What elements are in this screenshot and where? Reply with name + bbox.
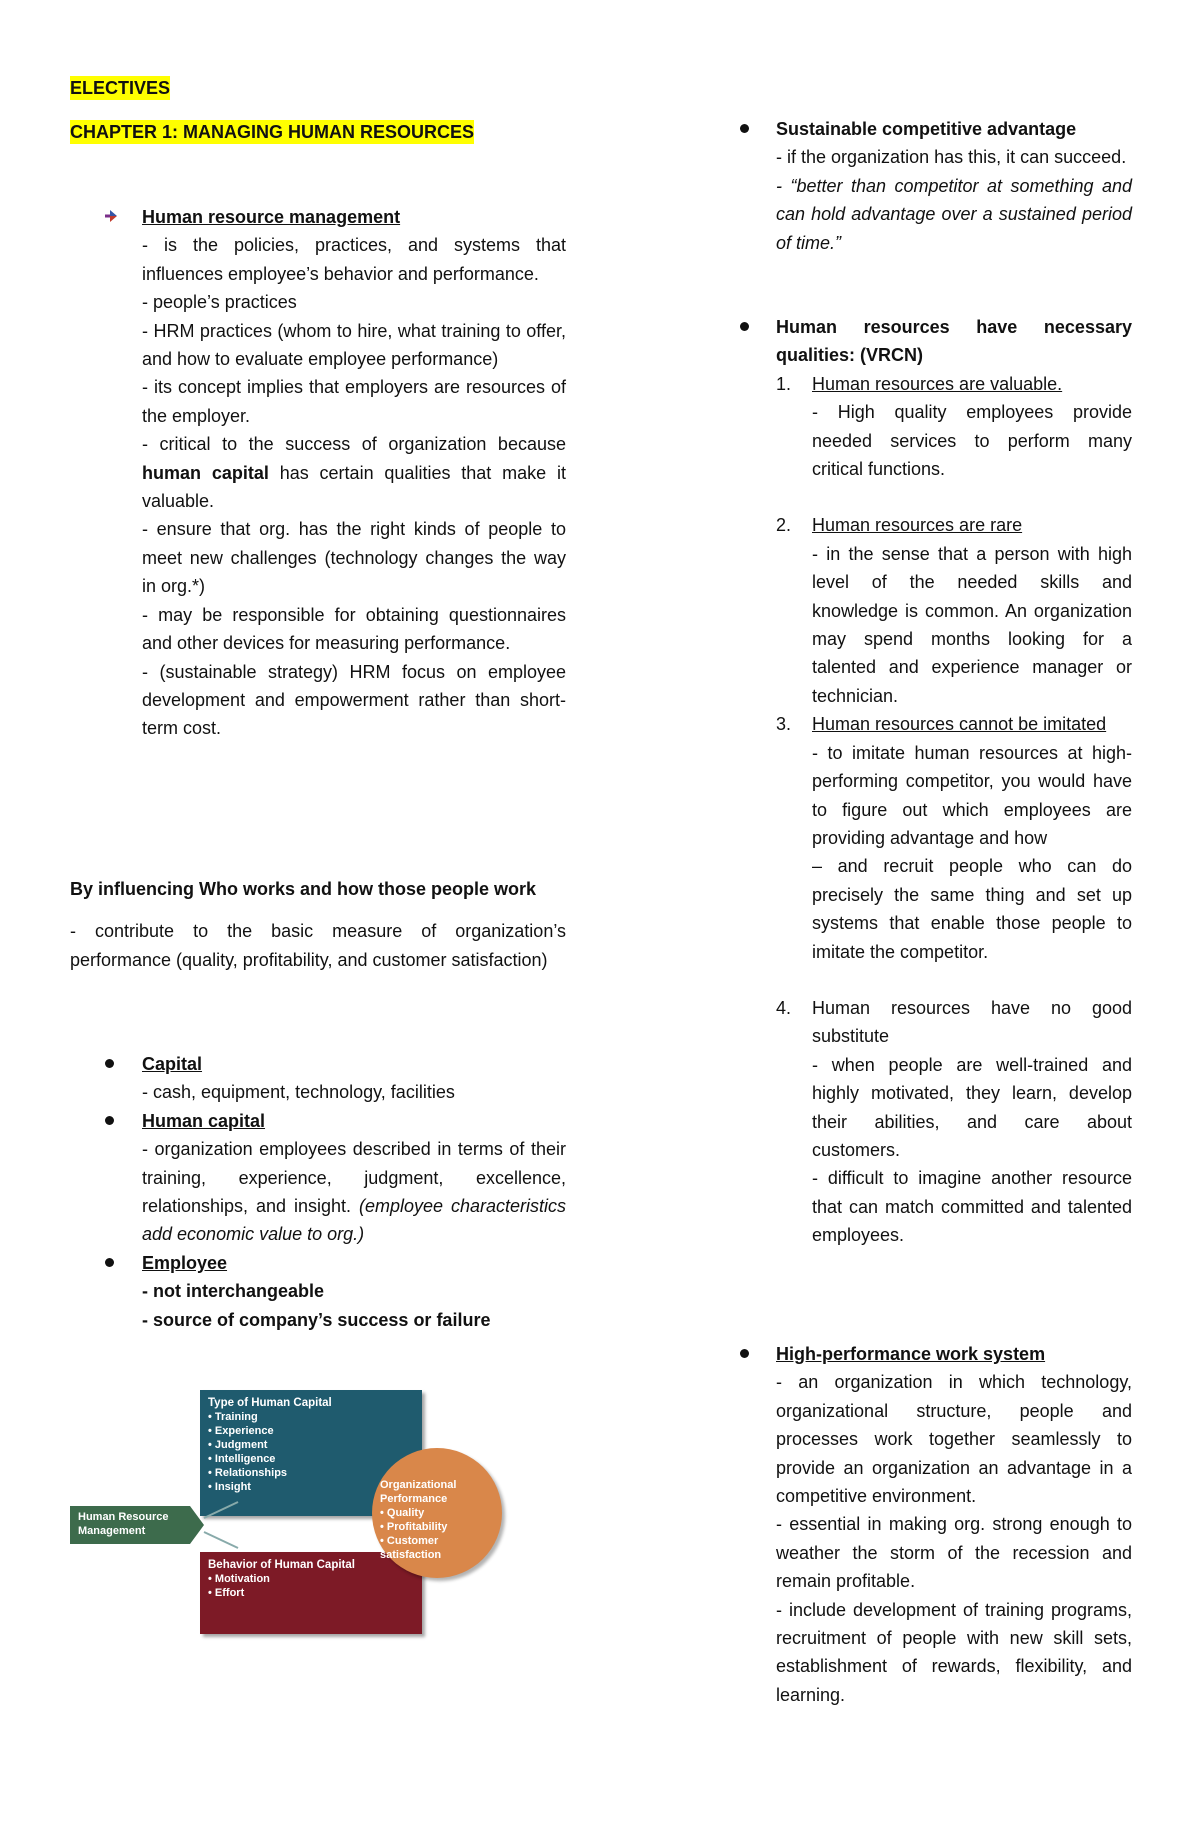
hpws-section <box>776 1340 1132 1709</box>
hrm-section <box>70 203 566 743</box>
type-item: • Relationships <box>208 1467 288 1479</box>
hrm-line: - (sustainable strategy) HRM focus on employee development and empowerment rather than short-term cost. <box>142 661 566 739</box>
perf-item: • Quality <box>380 1507 425 1519</box>
behavior-item: • Effort <box>208 1587 245 1599</box>
behavior-title: Behavior of Human Capital <box>208 1559 355 1571</box>
arrow-bullet-icon <box>104 208 120 224</box>
sustainable-text: - if the organization has this, it can succeed. <box>776 147 1127 168</box>
quality-title: Human resources are valuable. <box>812 373 1063 394</box>
hrm-line: - people’s practices <box>142 292 297 313</box>
critical-post: has certain qualities that make it valuable. <box>142 462 566 512</box>
chapter-title: CHAPTER 1: MANAGING HUMAN RESOURCES <box>70 122 475 142</box>
hpws-line: - an organization in which technology, organizational structure, people and processes work together seamlessly to provide an organization an advantage in a competitive environment. <box>776 1372 1132 1507</box>
quality-title: Human resources cannot be imitated <box>812 714 1107 735</box>
type-item: • Intelligence <box>208 1453 276 1465</box>
quality-num: 4. <box>776 997 792 1018</box>
influence-section <box>70 875 566 974</box>
bullet-icon <box>105 1258 114 1267</box>
quality-num: 3. <box>776 714 792 735</box>
critical-pre: - critical to the success of organization because <box>142 434 566 455</box>
quality-title: Human resources are rare <box>812 515 1023 536</box>
quality-line: - when people are well-trained and highly motivated, they learn, develop their abilities, and care about customers. <box>812 1054 1132 1160</box>
behavior-box <box>200 1552 422 1634</box>
hpws-line: - essential in making org. strong enough to weather the storm of the recession and remain profitable. <box>776 1514 1132 1592</box>
quality-line: - in the sense that a person with high level of the needed skills and knowledge is common. An organization may spend months looking for a talented and experience manager or technician. <box>812 543 1132 706</box>
capital-text: - cash, equipment, technology, facilities <box>142 1082 455 1103</box>
hpws-title: High-performance work system <box>776 1344 1046 1364</box>
quality-item <box>776 511 1132 710</box>
type-item: • Judgment <box>208 1439 268 1451</box>
perf-item: • Profitability <box>380 1521 448 1533</box>
quality-item <box>776 370 1132 484</box>
sustainable-quote: - “better than competitor at something and can hold advantage over a sustained period of time.” <box>776 175 1132 253</box>
org-performance-circle <box>372 1448 502 1578</box>
hrm-line: - is the policies, practices, and systems that influences employee’s behavior and performance. <box>142 235 566 284</box>
quality-line: - to imitate human resources at high-performing competitor, you would have to figure out which employees are providing advantage and how <box>812 742 1132 848</box>
influence-text: - contribute to the basic measure of organization’s performance (quality, profitability, and customer satisfaction) <box>70 921 566 970</box>
quality-num: 1. <box>776 373 792 394</box>
quality-num: 2. <box>776 515 792 536</box>
quality-line: - High quality employees provide needed services to perform many critical functions. <box>812 402 1132 480</box>
hrm-line: - HRM practices (whom to hire, what training to offer, and how to evaluate employee performance) <box>142 320 566 370</box>
qualities-title: Human resources have necessary qualities: (VRCN) <box>776 317 1132 366</box>
sustainable-title: Sustainable competitive advantage <box>776 119 1077 139</box>
hrm-line: - its concept implies that employers are resources of the employer. <box>142 377 566 426</box>
bullet-icon <box>105 1059 114 1068</box>
employee-line: - not interchangeable <box>142 1281 325 1302</box>
bullet-icon <box>740 1349 749 1358</box>
perf-title: Organizational Performance <box>380 1479 457 1505</box>
human-capital-title: Human capital <box>142 1110 266 1131</box>
capital-title: Capital <box>142 1054 203 1074</box>
bullet-icon <box>740 124 749 133</box>
human-capital-text <box>142 1135 566 1249</box>
type-item: • Insight <box>208 1481 251 1493</box>
type-item: • Experience <box>208 1425 274 1437</box>
hrm-diagram <box>70 1390 530 1650</box>
type-item: • Training <box>208 1411 258 1423</box>
hrm-box: Human Resource Management <box>78 1511 169 1537</box>
hrm-title: Human resource management <box>142 207 401 227</box>
sustainable-section <box>776 115 1132 257</box>
human-capital-desc: - organization employees described in terms of their training, experience, judgment, excellence, relationships, and insight. <box>142 1139 566 1217</box>
electives-heading: ELECTIVES <box>70 78 171 98</box>
quality-item <box>776 710 1132 966</box>
hpws-line: - include development of training programs, recruitment of people with new skill sets, establishment of rewards, flexibility, and learning. <box>776 1599 1132 1705</box>
employee-line: - source of company’s success or failure <box>142 1309 491 1330</box>
hrm-line: - ensure that org. has the right kinds of people to meet new challenges (technology changes the way in org.*) <box>142 519 566 597</box>
quality-item <box>776 994 1132 1250</box>
behavior-item: • Motivation <box>208 1573 270 1585</box>
qualities-section <box>776 313 1132 1250</box>
bullet-icon <box>105 1116 114 1125</box>
quality-line: – and recruit people who can do precisely the same thing and set up systems that enable those people to imitate the competitor. <box>812 856 1132 962</box>
hrm-line: - may be responsible for obtaining questionnaires and other devices for measuring performance. <box>142 604 566 654</box>
influence-heading: By influencing Who works and how those people work <box>70 879 537 899</box>
type-title: Type of Human Capital <box>208 1397 332 1409</box>
capital-section <box>70 1050 566 1334</box>
hrm-critical-line <box>142 430 566 515</box>
human-capital-italic: (employee characteristics add economic value to org.) <box>142 1196 567 1245</box>
perf-item: • Customer satisfaction <box>380 1535 442 1561</box>
critical-bold: human capital <box>142 462 269 483</box>
bullet-icon <box>740 322 749 331</box>
quality-line: - difficult to imagine another resource that can match committed and talented employees. <box>812 1168 1132 1246</box>
employee-title: Employee <box>142 1252 228 1273</box>
quality-title: Human resources have no good substitute <box>812 997 1132 1047</box>
